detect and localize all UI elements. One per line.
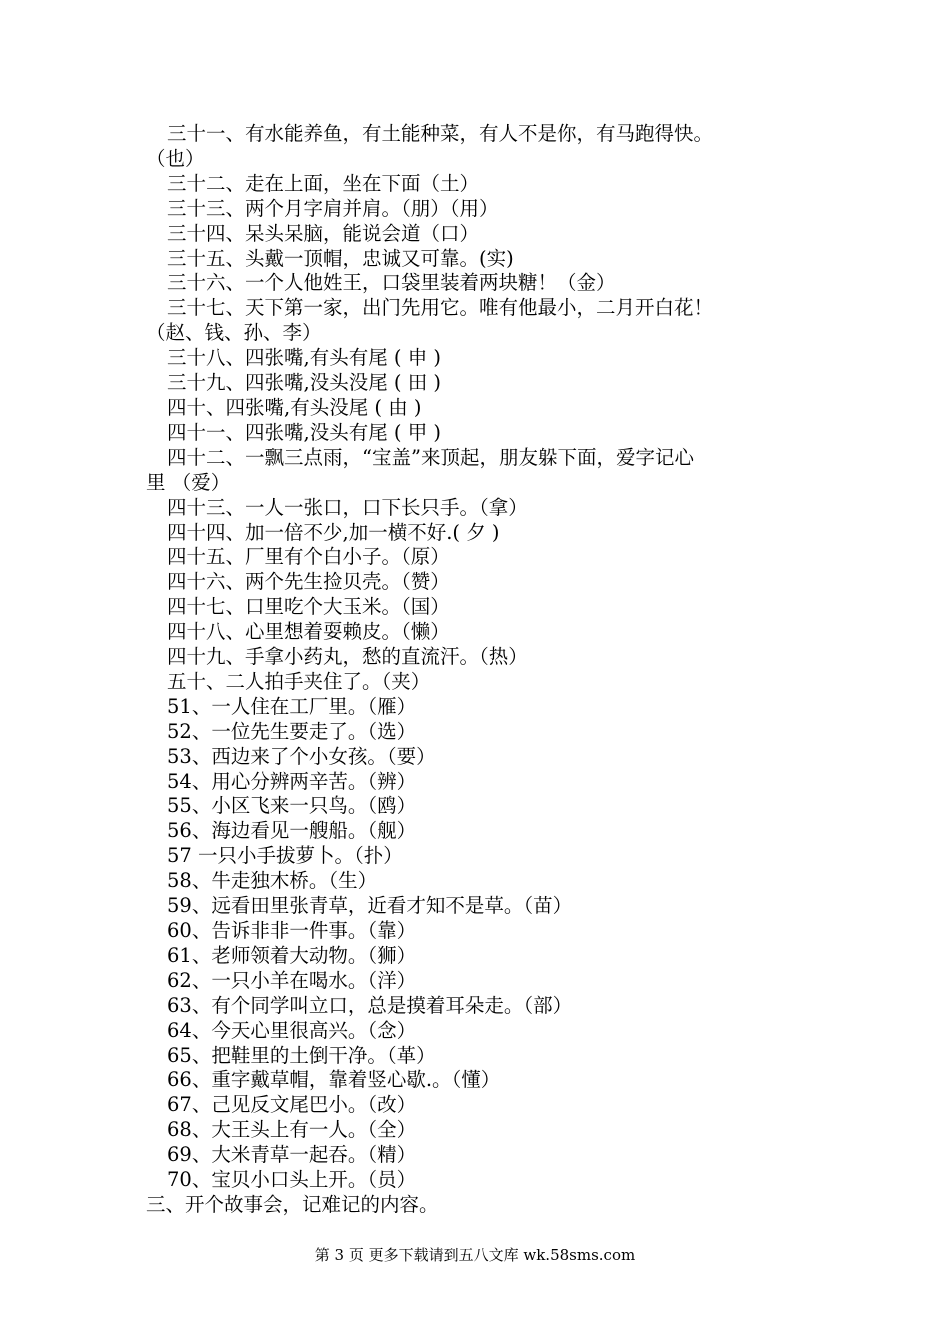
- riddle-line: 四十九、手拿小药丸，愁的直流汗。（热）: [167, 645, 528, 669]
- riddle-line: 里 （爱）: [146, 470, 231, 494]
- riddle-line: 四十一、四张嘴,没头有尾 ( 甲 ): [167, 420, 442, 444]
- riddle-line: 四十四、加一倍不少,加一横不好.( 夕 ): [167, 520, 500, 544]
- riddle-line: 63、有个同学叫立口，总是摸着耳朵走。（部）: [167, 993, 573, 1017]
- riddle-line: 61、老师领着大动物。（狮）: [167, 943, 417, 967]
- riddle-line: 52、一位先生要走了。（选）: [167, 719, 417, 743]
- riddle-line: （赵、钱、孙、李）: [146, 321, 322, 345]
- riddle-line: 四十八、心里想着耍赖皮。（懒）: [167, 620, 450, 644]
- riddle-line: 53、西边来了个小女孩。（要）: [167, 744, 436, 768]
- riddle-line: 三十二、走在上面，坐在下面（土）: [167, 171, 480, 195]
- riddle-line: 62、一只小羊在喝水。（洋）: [167, 968, 417, 992]
- riddle-line: 三十三、两个月字肩并肩。（朋）（用）: [167, 196, 499, 220]
- riddle-line: 三十六、一个人他姓王，口袋里装着两块糖！（金）: [167, 271, 616, 295]
- riddle-line: 四十六、两个先生捡贝壳。（赞）: [167, 570, 450, 594]
- riddle-line: 三十一、有水能养鱼，有土能种菜，有人不是你，有马跑得快。: [167, 122, 714, 145]
- riddle-line: 69、大米青草一起吞。（精）: [167, 1143, 417, 1167]
- riddle-line: 58、牛走独木桥。（生）: [167, 869, 378, 893]
- riddle-line: 54、用心分辨两辛苦。（辨）: [167, 769, 417, 793]
- riddle-line: 67、己见反文尾巴小。（改）: [167, 1093, 417, 1117]
- riddle-line: 55、小区飞来一只鸟。（鸥）: [167, 794, 417, 818]
- riddle-line: 三十七、天下第一家，出门先用它。唯有他最小，二月开白花！: [167, 296, 714, 320]
- riddle-line: 56、海边看见一艘船。（舰）: [167, 819, 417, 843]
- riddle-line: 四十、四张嘴,有头没尾 ( 由 ): [167, 395, 422, 419]
- riddle-line: 51、一人住在工厂里。（雁）: [167, 694, 417, 718]
- riddle-line: 68、大王头上有一人。（全）: [167, 1118, 417, 1142]
- riddle-line: 65、把鞋里的土倒干净。（革）: [167, 1043, 436, 1067]
- page-footer: 第 3 页 更多下载请到五八文库 wk.58sms.com: [314, 1246, 636, 1264]
- riddle-line: 四十二、一飘三点雨，“宝盖”来顶起，朋友躲下面，爱字记心: [167, 445, 694, 469]
- riddle-line: 59、远看田里张青草，近看才知不是草。（苗）: [167, 894, 573, 918]
- riddle-line: 三十五、头戴一顶帽，忠诚又可靠。(实): [167, 246, 514, 270]
- riddle-line: 四十三、一人一张口，口下长只手。（拿）: [167, 495, 528, 519]
- riddle-line: 66、重字戴草帽，靠着竖心歇.。（懂）: [167, 1068, 501, 1092]
- riddle-line: 三十九、四张嘴,没头没尾 ( 田 ): [167, 371, 442, 395]
- riddle-list: [146, 122, 816, 1218]
- riddle-line: 四十七、口里吃个大玉米。（国）: [167, 595, 450, 619]
- riddle-line: 五十、二人拍手夹住了。（夹）: [167, 669, 431, 693]
- riddle-line: 四十五、厂里有个白小子。（原）: [167, 545, 450, 569]
- riddle-line: （也）: [146, 146, 205, 170]
- riddle-line: 60、告诉非非一件事。（靠）: [167, 919, 417, 942]
- riddle-line: 70、宝贝小口头上开。（员）: [167, 1168, 417, 1192]
- riddle-line: 57 一只小手拔萝卜。（扑）: [167, 844, 403, 868]
- riddle-line: 三十四、呆头呆脑，能说会道（口）: [167, 221, 480, 245]
- riddle-line: 三、开个故事会，记难记的内容。: [146, 1192, 439, 1216]
- riddle-line: 64、今天心里很高兴。（念）: [167, 1018, 417, 1042]
- riddle-line: 三十八、四张嘴,有头有尾 ( 申 ): [167, 346, 442, 370]
